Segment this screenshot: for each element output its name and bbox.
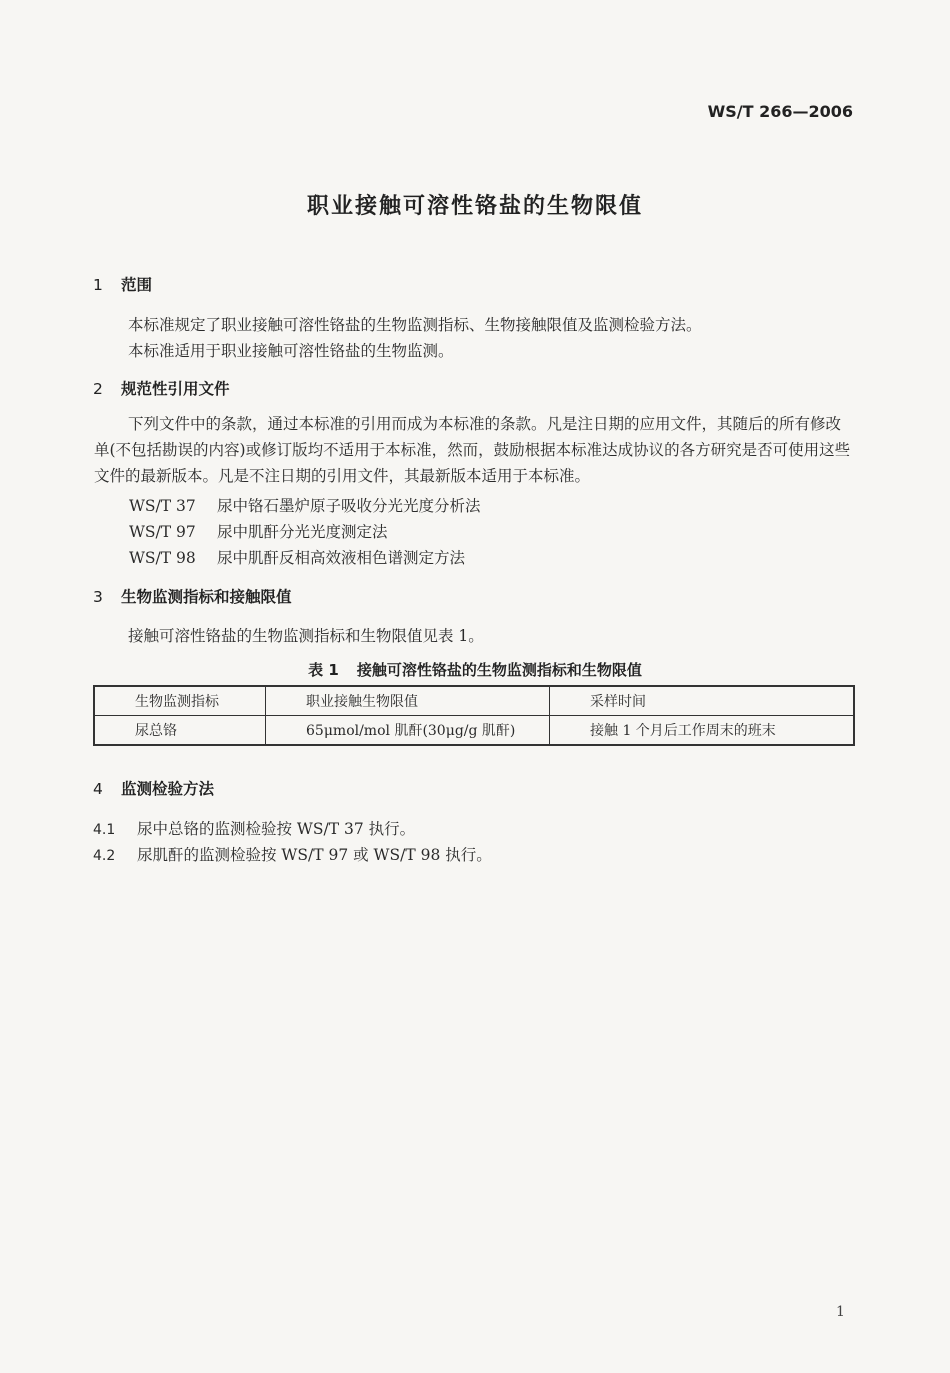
table-header-row	[94, 686, 854, 716]
table-caption-text: 接触可溶性铬盐的生物监测指标和生物限值	[356, 661, 642, 679]
subclause-item	[93, 843, 492, 865]
reference-item	[129, 494, 481, 516]
standard-code: WS/T 266—2006	[707, 102, 853, 121]
references-intro: 下列文件中的条款，通过本标准的引用而成为本标准的条款。凡是注日期的应用文件，其随后的所有修改单(不包括勘误的内容)或修订版均不适用于本标准，然而，鼓励根据本标准达成协议的各方研究是否可使用这些文件的最新版本。凡是不注日期的引用文件，其最新版本适用于本标准。	[94, 415, 851, 485]
section-title: 监测检验方法	[121, 780, 215, 798]
table-caption	[0, 659, 950, 680]
paragraph: 接触可溶性铬盐的生物监测指标和生物限值见表 1。	[128, 627, 484, 645]
table-cell: 接触 1 个月后工作周末的班末	[550, 716, 855, 746]
section-4-heading	[93, 777, 214, 799]
limits-table	[93, 685, 855, 746]
reference-code: WS/T 98	[129, 549, 196, 567]
column-header: 职业接触生物限值	[266, 686, 550, 716]
section-number: 3	[93, 588, 103, 606]
reference-title: 尿中铬石墨炉原子吸收分光光度分析法	[217, 497, 481, 515]
section-1-heading	[93, 273, 152, 295]
section-title: 规范性引用文件	[121, 380, 230, 398]
subclause-text: 尿中总铬的监测检验按 WS/T 37 执行。	[137, 820, 416, 838]
table-cell: 65μmol/mol 肌酐(30μg/g 肌酐)	[266, 716, 550, 746]
section-number: 2	[93, 380, 103, 398]
section-3-heading	[93, 585, 292, 607]
paragraph: 本标准规定了职业接触可溶性铬盐的生物监测指标、生物接触限值及监测检验方法。	[128, 316, 702, 334]
subclause-text: 尿肌酐的监测检验按 WS/T 97 或 WS/T 98 执行。	[137, 846, 492, 864]
section-number: 4	[93, 780, 103, 798]
column-header: 生物监测指标	[94, 686, 266, 716]
reference-code: WS/T 97	[129, 523, 196, 541]
table-cell: 尿总铬	[94, 716, 266, 746]
column-header: 采样时间	[550, 686, 855, 716]
reference-title: 尿中肌酐反相高效液相色谱测定方法	[217, 549, 466, 567]
table-row	[94, 716, 854, 746]
section-title: 范围	[121, 276, 153, 294]
section-title: 生物监测指标和接触限值	[121, 588, 292, 606]
section-2-heading	[93, 377, 230, 399]
reference-item	[129, 520, 388, 542]
reference-item	[129, 546, 465, 568]
reference-code: WS/T 37	[129, 497, 196, 515]
subclause-item	[93, 817, 415, 839]
paragraph: 本标准适用于职业接触可溶性铬盐的生物监测。	[128, 342, 454, 360]
document-title: 职业接触可溶性铬盐的生物限值	[306, 194, 643, 219]
subclause-number: 4.1	[93, 822, 116, 838]
reference-title: 尿中肌酐分光光度测定法	[217, 523, 388, 541]
page-number: 1	[836, 1304, 845, 1320]
section-number: 1	[93, 276, 103, 294]
subclause-number: 4.2	[93, 848, 116, 864]
table-label: 表 1	[308, 661, 339, 679]
